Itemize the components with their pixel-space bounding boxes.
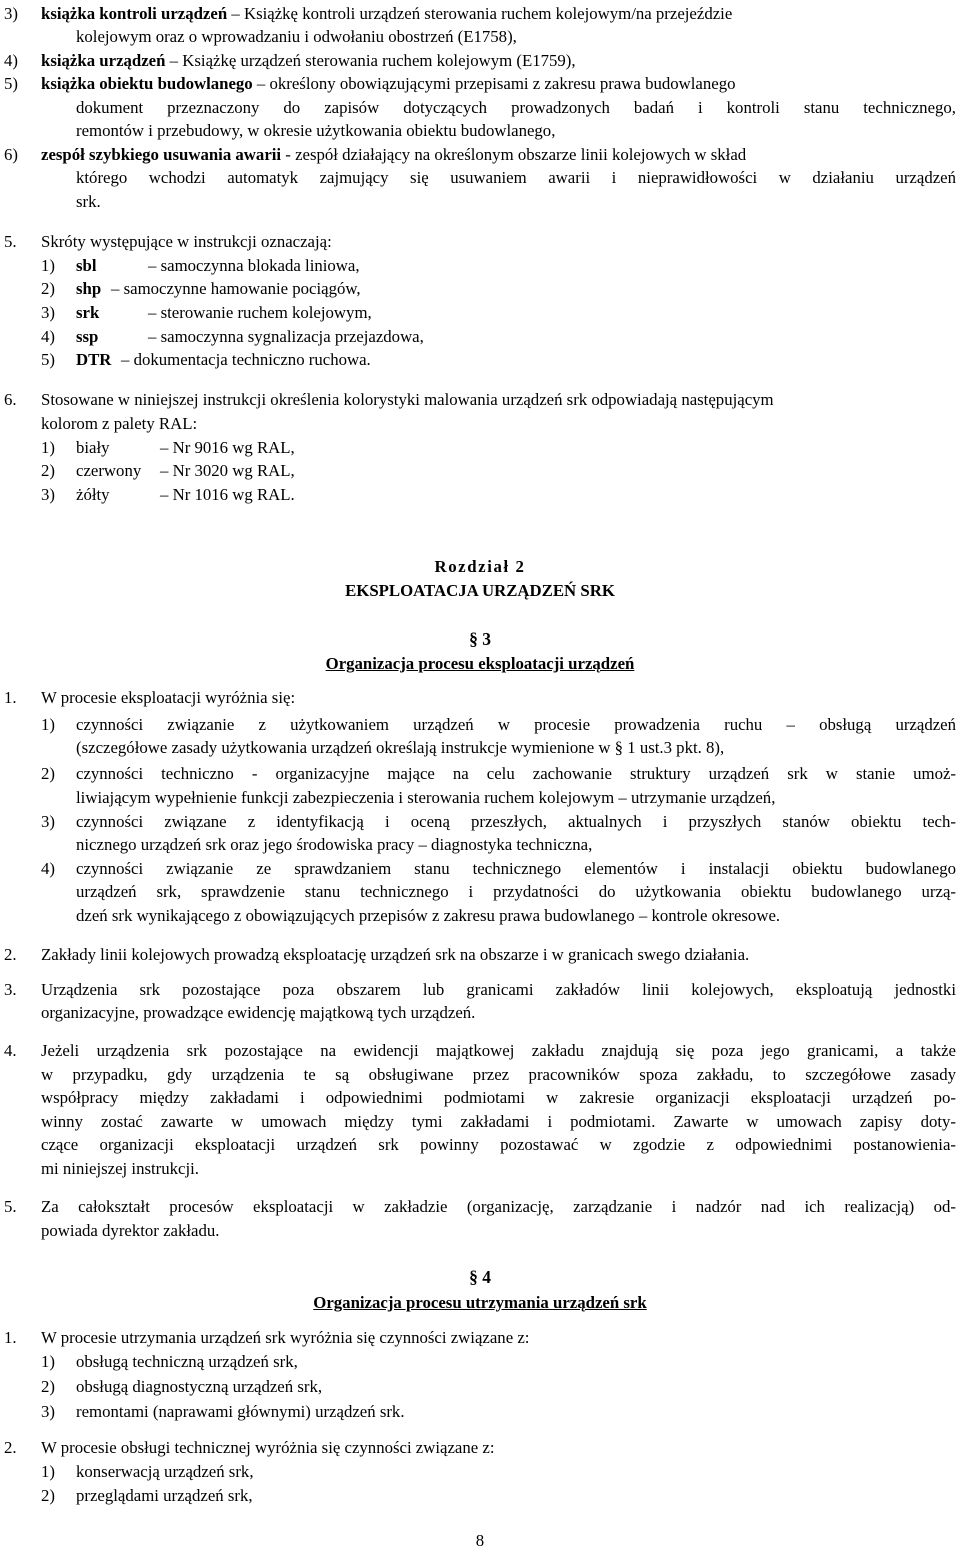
definition-continuation: srk.	[76, 192, 101, 211]
paragraph-text: W procesie obsługi technicznej wyróżnia się czynności związane z:	[41, 1438, 495, 1457]
definition-item	[41, 2, 732, 25]
definition-term: książka urządzeń	[41, 51, 166, 70]
list-item-text: przeglądami urządzeń srk,	[76, 1486, 253, 1505]
list-item-text: remontami (naprawami głównymi) urządzeń srk.	[76, 1402, 405, 1421]
list-number: 4)	[4, 51, 18, 70]
paragraph-text: mi niniejszej instrukcji.	[41, 1159, 199, 1178]
paragraph-text: W procesie utrzymania urządzeń srk wyróżnia się czynności związane z:	[41, 1328, 530, 1347]
list-number: 3)	[41, 1402, 55, 1421]
list-item-text: (szczegółowe zasady użytkowania urządzeń określają instrukcje wymienione w § 1 ust.3 pkt. 8),	[76, 738, 725, 757]
paragraph-text: Za całokształt procesów eksploatacji w zakładzie (organizację, zarządzanie i nadzór nad ich realizacją) od-	[41, 1197, 956, 1216]
definition-term: książka kontroli urządzeń	[41, 4, 228, 23]
list-item-text: obsługą techniczną urządzeń srk,	[76, 1352, 298, 1371]
paragraph-number: 6.	[4, 390, 17, 409]
paragraph-number: 1.	[4, 688, 17, 707]
definition-item	[41, 49, 576, 72]
definition-text: – Książkę kontroli urządzeń sterowania ruchem kolejowym/na przejeździe	[231, 4, 733, 23]
chapter-label: Rozdział 2	[434, 557, 526, 576]
list-number: 3)	[4, 4, 18, 23]
abbreviation-description: – samoczynna blokada liniowa,	[148, 256, 360, 275]
list-number: 1)	[41, 256, 55, 275]
section-title: Organizacja procesu eksploatacji urządzeń	[325, 654, 635, 673]
definition-text: - zespół działający na określonym obszarze linii kolejowych w skład	[285, 145, 747, 164]
list-item-text: urządzeń srk, sprawdzenie stanu technicznego i przydatności do użytkowania obiektu budowlanego urzą-	[76, 882, 956, 901]
section-mark: § 4	[469, 1267, 491, 1287]
abbreviation: srk	[76, 303, 100, 322]
definition-text: – Książkę urządzeń sterowania ruchem kolejowym (E1759),	[169, 51, 576, 70]
list-item-text: obsługą diagnostyczną urządzeń srk,	[76, 1377, 323, 1396]
list-number: 1)	[41, 438, 55, 457]
list-item-text: nicznego urządzeń srk oraz jego środowiska pracy – diagnostyka techniczna,	[76, 835, 593, 854]
abbreviation-description: – samoczynne hamowanie pociągów,	[111, 279, 361, 298]
list-number: 3)	[41, 485, 55, 504]
abbreviation: DTR	[76, 350, 112, 369]
definition-term: zespół szybkiego usuwania awarii	[41, 145, 282, 164]
abbreviation: sbl	[76, 256, 97, 275]
definition-continuation: remontów i przebudowy, w okresie użytkowania obiektu budowlanego,	[76, 121, 556, 140]
paragraph-text: Skróty występujące w instrukcji oznaczają:	[41, 232, 332, 251]
list-item-text: konserwacją urządzeń srk,	[76, 1462, 254, 1481]
paragraph-text: w przypadku, gdy urządzenia te są obsługiwane przez pracowników spoza zakładu, to szczegółowe zasady	[41, 1065, 956, 1084]
paragraph-text: organizacyjne, prowadzące ewidencję majątkową tych urządzeń.	[41, 1003, 476, 1022]
paragraph-number: 5.	[4, 232, 17, 251]
list-number: 2)	[41, 1486, 55, 1505]
definition-continuation: którego wchodzi automatyk zajmujący się usuwaniem awarii i nieprawidłowości w działaniu urządzeń	[76, 168, 956, 187]
list-number: 4)	[41, 859, 55, 878]
section-mark: § 3	[469, 629, 491, 649]
paragraph-number: 2.	[4, 1438, 17, 1457]
page-number: 8	[475, 1531, 485, 1550]
paragraph-text: współpracy między zakładami i odpowiednimi podmiotami w zakresie organizacji eksploatacji urządzeń po-	[41, 1088, 956, 1107]
paragraph-text: Urządzenia srk pozostające poza obszarem lub granicami zakładów linii kolejowych, eksploatują jednostki	[41, 980, 956, 999]
list-number: 2)	[41, 279, 55, 298]
list-item-text: czynności związanie ze sprawdzaniem stanu technicznego elementów i instalacji obiektu budowlanego	[76, 859, 956, 878]
list-number: 1)	[41, 1462, 55, 1481]
definition-item	[41, 72, 735, 95]
definition-item	[41, 143, 746, 166]
list-number: 1)	[41, 715, 55, 734]
color-code: – Nr 1016 wg RAL.	[160, 485, 295, 504]
abbreviation: shp	[76, 279, 102, 298]
paragraph-number: 2.	[4, 945, 17, 964]
list-number: 3)	[41, 303, 55, 322]
list-item-text: czynności związane z identyfikacją i oceną przeszłych, aktualnych i przyszłych stanów obiektu tech-	[76, 812, 956, 831]
paragraph-text: Zakłady linii kolejowych prowadzą eksploatację urządzeń srk na obszarze i w granicach swego działania.	[41, 945, 750, 964]
definition-term: książka obiektu budowlanego	[41, 74, 253, 93]
list-number: 5)	[4, 74, 18, 93]
definition-text: – określony obowiązującymi przepisami z zakresu prawa budowlanego	[256, 74, 736, 93]
list-item-text: liwiającym wypełnienie funkcji zabezpieczenia i sterowania ruchem kolejowym – utrzymanie urządzeń,	[76, 788, 776, 807]
list-item-text: dzeń srk wynikającego z obowiązujących przepisów z zakresu prawa budowlanego – kontrole okresowe.	[76, 906, 781, 925]
color-name: czerwony	[76, 461, 142, 480]
color-name: biały	[76, 438, 110, 457]
paragraph-number: 1.	[4, 1328, 17, 1347]
definition-continuation: kolejowym oraz o wprowadzaniu i odwołaniu obostrzeń (E1758),	[76, 27, 517, 46]
paragraph-text: powiada dyrektor zakładu.	[41, 1221, 220, 1240]
color-code: – Nr 9016 wg RAL,	[160, 438, 295, 457]
abbreviation-description: – sterowanie ruchem kolejowym,	[148, 303, 372, 322]
section-title: Organizacja procesu utrzymania urządzeń srk	[313, 1293, 647, 1312]
abbreviation: ssp	[76, 327, 99, 346]
abbreviation-description: – dokumentacja techniczno ruchowa.	[121, 350, 371, 369]
paragraph-text: Jeżeli urządzenia srk pozostające na ewidencji majątkowej zakładu znajdują się poza jego granicami, a także	[41, 1041, 956, 1060]
paragraph-text: kolorom z palety RAL:	[41, 414, 198, 433]
paragraph-text: czące organizacji eksploatacji urządzeń srk powinny pozostawać w zgodzie z odpowiednimi postanowienia-	[41, 1135, 956, 1154]
chapter-title: EKSPLOATACJA URZĄDZEŃ SRK	[345, 581, 615, 600]
list-number: 2)	[41, 461, 55, 480]
paragraph-number: 3.	[4, 980, 17, 999]
paragraph-text: W procesie eksploatacji wyróżnia się:	[41, 688, 296, 707]
color-name: żółty	[76, 485, 110, 504]
paragraph-number: 4.	[4, 1041, 17, 1060]
paragraph-text: winny zostać zawarte w umowach między tymi zakładami i podmiotami. Zawarte w umowach zapisy doty-	[41, 1112, 956, 1131]
list-number: 4)	[41, 327, 55, 346]
paragraph-text: Stosowane w niniejszej instrukcji określenia kolorystyki malowania urządzeń srk odpowiadają następującym	[41, 390, 774, 409]
list-number: 6)	[4, 145, 18, 164]
list-item-text: czynności techniczno - organizacyjne mające na celu zachowanie struktury urządzeń srk w stanie umoż-	[76, 764, 956, 783]
definition-continuation: dokument przeznaczony do zapisów dotyczących prowadzonych badań i kontroli stanu technicznego,	[76, 98, 956, 117]
color-code: – Nr 3020 wg RAL,	[160, 461, 295, 480]
list-number: 5)	[41, 350, 55, 369]
abbreviation-description: – samoczynna sygnalizacja przejazdowa,	[148, 327, 424, 346]
paragraph-number: 5.	[4, 1197, 17, 1216]
list-number: 1)	[41, 1352, 55, 1371]
list-number: 2)	[41, 764, 55, 783]
list-number: 2)	[41, 1377, 55, 1396]
list-item-text: czynności związanie z użytkowaniem urządzeń w procesie prowadzenia ruchu – obsługą urządzeń	[76, 715, 956, 734]
list-number: 3)	[41, 812, 55, 831]
